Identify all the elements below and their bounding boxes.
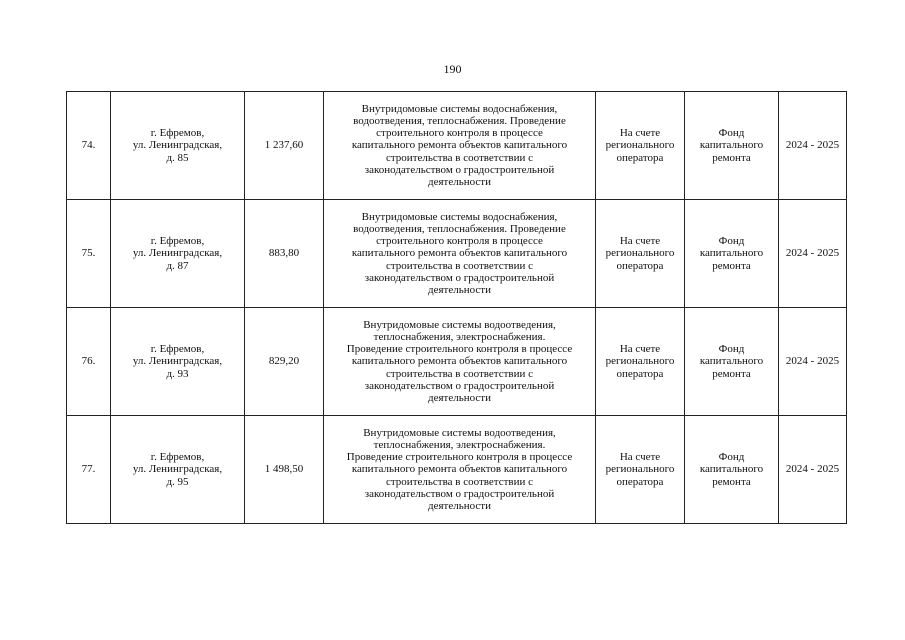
row-number-cell: 76. (67, 308, 111, 416)
period-cell: 2024 - 2025 (779, 200, 847, 308)
works-line: капитального ремонта объектов капитального (351, 139, 568, 152)
addr-line: г. Ефремов, (150, 343, 205, 356)
works-line: законодательством о градостроительной (364, 271, 555, 284)
account-line: оператора (616, 367, 664, 380)
works-description-cell (324, 308, 596, 416)
account-line: оператора (616, 259, 664, 272)
table-row (67, 92, 847, 200)
account-line: оператора (616, 475, 664, 488)
table-body (67, 92, 847, 524)
addr-line: д. 85 (166, 151, 189, 164)
account-line: регионального (605, 139, 675, 152)
account-cell (596, 416, 685, 524)
source-line: капитального (699, 247, 764, 260)
account-line: регионального (605, 355, 675, 368)
works-line: деятельности (428, 176, 491, 188)
table-row (67, 308, 847, 416)
source-line: ремонта (712, 259, 751, 272)
account-cell (596, 200, 685, 308)
area-cell: 829,20 (245, 308, 324, 416)
works-line: законодательством о градостроительной (364, 163, 555, 176)
addr-line: ул. Ленинградская, (132, 139, 223, 152)
works-line: Внутридомовые системы водоснабжения, (361, 102, 558, 115)
period-cell: 2024 - 2025 (779, 92, 847, 200)
works-line: Проведение строительного контроля в процессе (346, 343, 573, 356)
source-line: ремонта (712, 151, 751, 164)
row-number-cell: 77. (67, 416, 111, 524)
area-cell: 1 237,60 (245, 92, 324, 200)
funding-source-cell (685, 200, 779, 308)
works-line: Внутридомовые системы водоснабжения, (361, 210, 558, 223)
row-number-cell: 74. (67, 92, 111, 200)
works-line: строительства в соответствии с (385, 475, 533, 488)
address-cell (111, 200, 245, 308)
addr-line: ул. Ленинградская, (132, 463, 223, 476)
works-line: капитального ремонта объектов капитального (351, 247, 568, 260)
source-line: Фонд (718, 451, 745, 464)
works-line: строительства в соответствии с (385, 259, 533, 272)
works-description-cell (324, 416, 596, 524)
addr-line: г. Ефремов, (150, 235, 205, 248)
works-line: Внутридомовые системы водоотведения, (363, 426, 556, 439)
funding-source-cell (685, 416, 779, 524)
works-line: теплоснабжения, электроснабжения. (373, 438, 546, 451)
works-line: строительного контроля в процессе (376, 127, 543, 140)
repair-program-table (66, 91, 847, 524)
table-row (67, 200, 847, 308)
works-line: Проведение строительного контроля в процессе (346, 451, 573, 464)
works-line: строительства в соответствии с (385, 367, 533, 380)
funding-source-cell (685, 308, 779, 416)
area-cell: 1 498,50 (245, 416, 324, 524)
works-line: Внутридомовые системы водоотведения, (363, 318, 556, 331)
source-line: Фонд (718, 127, 745, 140)
account-line: На счете (619, 451, 661, 464)
addr-line: д. 87 (166, 259, 189, 272)
addr-line: ул. Ленинградская, (132, 247, 223, 260)
account-cell (596, 92, 685, 200)
account-line: регионального (605, 247, 675, 260)
account-line: На счете (619, 235, 661, 248)
period-cell: 2024 - 2025 (779, 416, 847, 524)
works-line: водоотведения, теплоснабжения. Проведение (353, 222, 566, 235)
works-line: теплоснабжения, электроснабжения. (373, 330, 546, 343)
address-cell (111, 308, 245, 416)
works-line: капитального ремонта объектов капитального (351, 463, 568, 476)
source-line: Фонд (718, 235, 745, 248)
account-line: регионального (605, 463, 675, 476)
works-line: водоотведения, теплоснабжения. Проведение (353, 114, 566, 127)
address-cell (111, 416, 245, 524)
row-number-cell: 75. (67, 200, 111, 308)
works-line: строительства в соответствии с (385, 151, 533, 164)
works-description-cell (324, 200, 596, 308)
source-line: капитального (699, 139, 764, 152)
addr-line: г. Ефремов, (150, 451, 205, 464)
account-line: На счете (619, 127, 661, 140)
addr-line: д. 93 (166, 367, 189, 380)
works-line: деятельности (428, 500, 491, 512)
account-line: На счете (619, 343, 661, 356)
page-number: 190 (443, 62, 462, 76)
works-line: деятельности (428, 284, 491, 296)
works-line: законодательством о градостроительной (364, 379, 555, 392)
source-line: ремонта (712, 475, 751, 488)
works-description-cell (324, 92, 596, 200)
address-cell (111, 92, 245, 200)
account-line: оператора (616, 151, 664, 164)
area-cell: 883,80 (245, 200, 324, 308)
source-line: капитального (699, 355, 764, 368)
period-cell: 2024 - 2025 (779, 308, 847, 416)
funding-source-cell (685, 92, 779, 200)
works-line: капитального ремонта объектов капитального (351, 355, 568, 368)
table-row (67, 416, 847, 524)
source-line: ремонта (712, 367, 751, 380)
source-line: капитального (699, 463, 764, 476)
addr-line: д. 95 (166, 475, 189, 488)
addr-line: ул. Ленинградская, (132, 355, 223, 368)
works-line: законодательством о градостроительной (364, 487, 555, 500)
works-line: строительного контроля в процессе (376, 235, 543, 248)
source-line: Фонд (718, 343, 745, 356)
addr-line: г. Ефремов, (150, 127, 205, 140)
works-line: деятельности (428, 392, 491, 404)
account-cell (596, 308, 685, 416)
